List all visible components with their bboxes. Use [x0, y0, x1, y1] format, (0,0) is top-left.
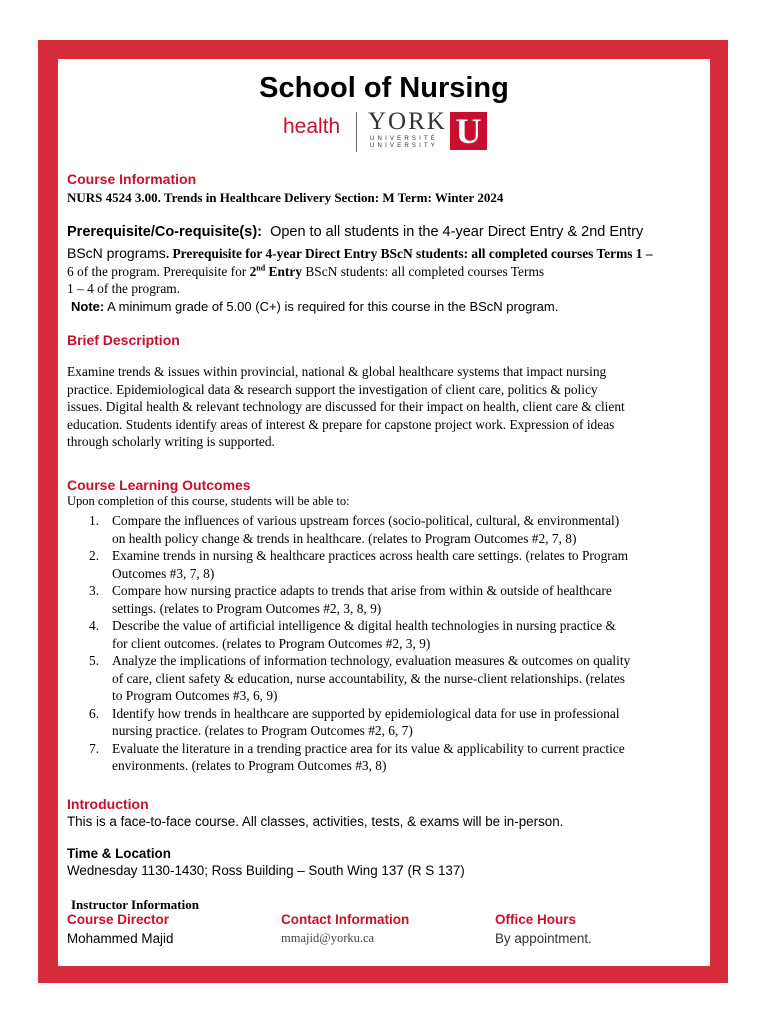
logo-york-text: YORK: [368, 108, 447, 135]
prereq-text-3-num: 2: [249, 264, 257, 279]
list-item: 1. Compare the influences of various upstream forces (socio-political, cultural, & environmental) on health policy change & trends in healthcare. (relates to Program Outcomes #2, 7, 8): [89, 513, 620, 546]
brief-line: issues. Digital health & relevant technology are discussed for their impact on health, client care & client: [67, 399, 625, 414]
note-line: [71, 298, 558, 315]
office-hours-heading: Office Hours: [495, 912, 577, 927]
outcomes-list: [67, 512, 707, 775]
brief-line: Examine trends & issues within provincial, national & global healthcare systems that impact nursing: [67, 364, 607, 379]
outcomes-heading: Course Learning Outcomes: [67, 477, 251, 493]
course-director-heading: Course Director: [67, 912, 170, 927]
intro-heading: Introduction: [67, 796, 149, 812]
course-info-heading: Course Information: [67, 171, 197, 187]
note-text: A minimum grade of 5.00 (C+) is required for this course in the BScN program.: [104, 299, 559, 314]
list-item: 3. Compare how nursing practice adapts to trends that arise from within & outside of healthcare settings. (relates to Program Outcomes #2, 3, 8, 9): [89, 583, 612, 616]
prereq-text-3a: 6 of the program. Prerequisite for: [67, 264, 250, 279]
time-location-heading: Time & Location: [67, 846, 171, 861]
brief-line: through scholarly writing is supported.: [67, 434, 275, 449]
instructor-heading: Instructor Information: [71, 897, 199, 912]
prereq-line-2: [67, 245, 653, 263]
intro-text: This is a face-to-face course. All classes, activities, tests, & exams will be in-person.: [67, 814, 564, 829]
logo-universite-text: UNIVERSITÉ: [370, 136, 439, 142]
list-item: 5. Analyze the implications of information technology, evaluation measures & outcomes on quality of care, client safety & education, nurse accountability, & the nurse-client relationships. (relates to Program Outcomes #3, 6, 9): [89, 653, 631, 703]
prereq-text-3-entry: Entry: [268, 264, 303, 279]
list-item: 2. Examine trends in nursing & healthcare practices across health care settings. (relates to Program Outcomes #3, 7, 8): [89, 548, 629, 581]
prereq-text-3-sup: nd: [256, 263, 266, 273]
time-location-text: Wednesday 1130-1430; Ross Building – South Wing 137 (R S 137): [67, 863, 465, 878]
office-hours-value: By appointment.: [495, 931, 592, 946]
prereq-line-3: [67, 263, 544, 281]
prereq-text-2a: BScN programs: [67, 245, 166, 261]
logo-health-text: health: [283, 115, 341, 138]
outcomes-intro: Upon completion of this course, students will be able to:: [67, 494, 350, 508]
course-info-line: NURS 4524 3.00. Trends in Healthcare Delivery Section: M Term: Winter 2024: [67, 190, 504, 205]
prereq-line-4: 1 – 4 of the program.: [67, 281, 181, 296]
note-label: Note:: [71, 299, 105, 314]
logo-university-text: UNIVERSITY: [370, 143, 439, 149]
brief-paragraph: [67, 363, 707, 451]
prereq-text-3b: BScN students: all completed courses Terms: [302, 264, 545, 279]
brief-line: practice. Epidemiological data & research support the investigation of client care, politics & policy: [67, 381, 598, 397]
list-item: 6. Identify how trends in healthcare are supported by epidemiological data for use in professional nursing practice. (relates to Program Outcomes #2, 6, 7): [89, 705, 620, 738]
contact-info-heading: Contact Information: [281, 912, 410, 927]
brief-line: education. Students identify areas of interest & prepare for capstone project work. Expression of ideas: [67, 416, 615, 432]
prereq-line-1: [67, 224, 643, 240]
prereq-text-2b: . Prerequisite for 4-year Direct Entry BScN students: all completed courses Terms 1 –: [165, 246, 653, 261]
prereq-text-1: Open to all students in the 4-year Direct Entry & 2nd Entry: [270, 224, 644, 240]
brief-heading: Brief Description: [67, 332, 180, 348]
list-item: 4. Describe the value of artificial intelligence & digital health technologies in nursing practice & for client outcomes. (relates to Program Outcomes #2, 3, 9): [89, 618, 616, 651]
course-director-name: Mohammed Majid: [67, 931, 174, 946]
contact-email: mmajid@yorku.ca: [281, 931, 375, 945]
prereq-label: Prerequisite/Co-requisite(s):: [67, 224, 262, 240]
page-title: School of Nursing: [259, 72, 509, 104]
list-item: 7. Evaluate the literature in a trending practice area for its value & applicability to current practice environments. (relates to Program Outcomes #3, 8): [89, 740, 625, 773]
york-u-logo-icon: U: [450, 112, 487, 150]
logo-divider: [356, 112, 357, 152]
